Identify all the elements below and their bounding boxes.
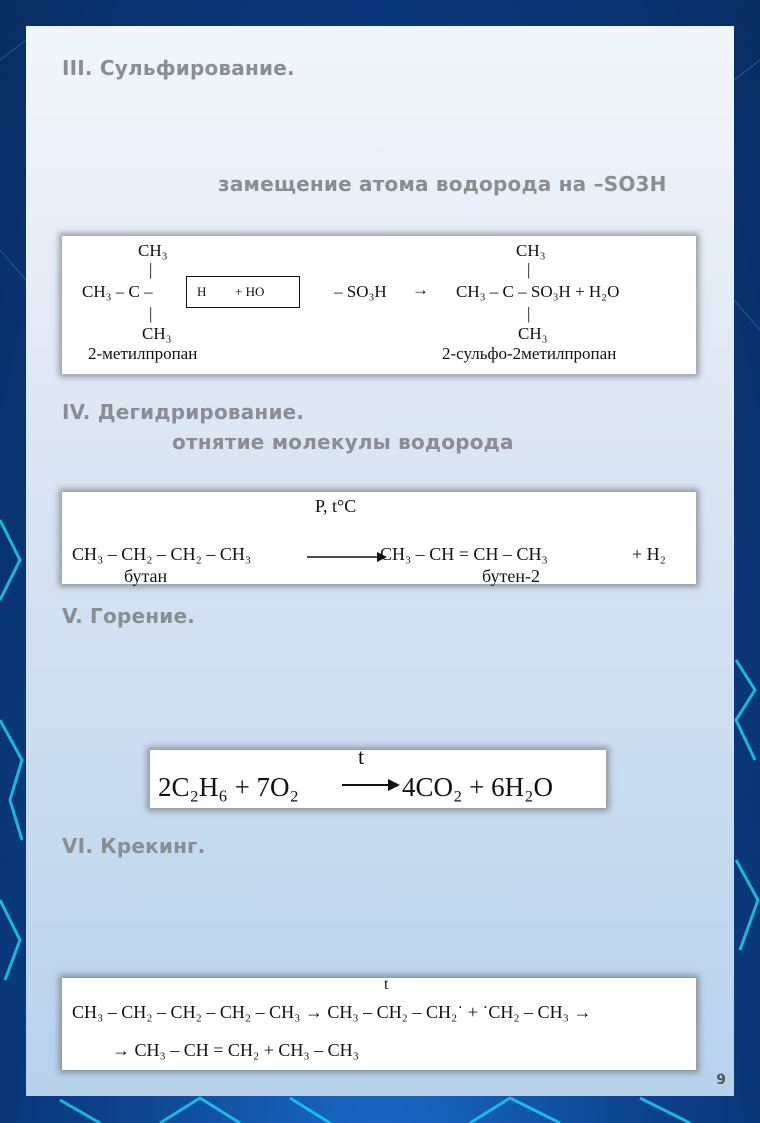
reagent-so3h: – SO₃H xyxy=(334,282,387,301)
substitution-box xyxy=(186,276,300,308)
section-subtitle-dehydrogenation: отнятие молекулы водорода xyxy=(172,430,514,454)
right-bottom-ch3: CH₃ xyxy=(518,324,548,343)
reaction-arrow xyxy=(307,550,387,564)
left-top-ch3: CH₃ xyxy=(138,241,168,260)
equation-box-sulfonation xyxy=(62,236,696,374)
section-title-dehydrogenation: IV. Дегидрирование. xyxy=(62,400,305,424)
section-subtitle-sulfonation: замещение атома водорода на –SO3H xyxy=(218,172,667,196)
left-formula: 2C₂H₆ + 7O₂ xyxy=(158,772,299,802)
reaction-condition: t xyxy=(358,744,365,769)
document-page xyxy=(26,26,734,1096)
bond-line: | xyxy=(149,304,153,323)
left-main-formula: CH₃ – C – xyxy=(82,282,153,301)
reaction-condition: t xyxy=(384,976,389,993)
bond-line: | xyxy=(527,304,531,323)
left-formula: CH₃ – CH₂ – CH₂ – CH₃ xyxy=(72,544,252,564)
equation-box-cracking xyxy=(62,978,696,1070)
left-bottom-ch3: CH₃ xyxy=(142,324,172,343)
section-title-combustion: V. Горение. xyxy=(62,604,196,628)
equation-box-dehydrogenation xyxy=(62,492,696,584)
box-h: H xyxy=(197,284,207,299)
right-main-formula: CH₃ – C – SO₃H + H₂O xyxy=(456,282,620,301)
name-left: бутан xyxy=(124,566,168,586)
name-right: 2-сульфо-2метилпропан xyxy=(442,344,617,363)
cracking-line-2: → CH₃ – CH = CH₂ + CH₃ – CH₃ xyxy=(112,1040,359,1060)
page-number: 9 xyxy=(716,1072,726,1088)
cracking-line-1: CH₃ – CH₂ – CH₂ – CH₂ – CH₃ → CH₃ – CH₂ – CH₂˙ + ˙CH₂ – CH₃ → xyxy=(72,1002,592,1022)
reaction-arrow: → xyxy=(412,280,429,299)
plus-h2: + H₂ xyxy=(632,544,666,564)
reaction-arrow xyxy=(342,778,400,792)
name-left: 2-метилпропан xyxy=(88,344,198,363)
section-title-sulfonation: III. Сульфирование. xyxy=(62,56,295,80)
section-title-cracking: VI. Крекинг. xyxy=(62,834,206,858)
right-formula: 4CO₂ + 6H₂O xyxy=(402,772,554,802)
bond-line: | xyxy=(527,260,531,279)
bond-line: | xyxy=(149,260,153,279)
reaction-condition: P, t°C xyxy=(315,496,357,516)
equation-box-combustion xyxy=(150,744,606,808)
name-right: бутен-2 xyxy=(482,566,540,586)
right-top-ch3: CH₃ xyxy=(516,241,546,260)
right-formula: CH₃ – CH = CH – CH₃ xyxy=(380,544,548,564)
box-ho: + HO xyxy=(235,284,265,299)
